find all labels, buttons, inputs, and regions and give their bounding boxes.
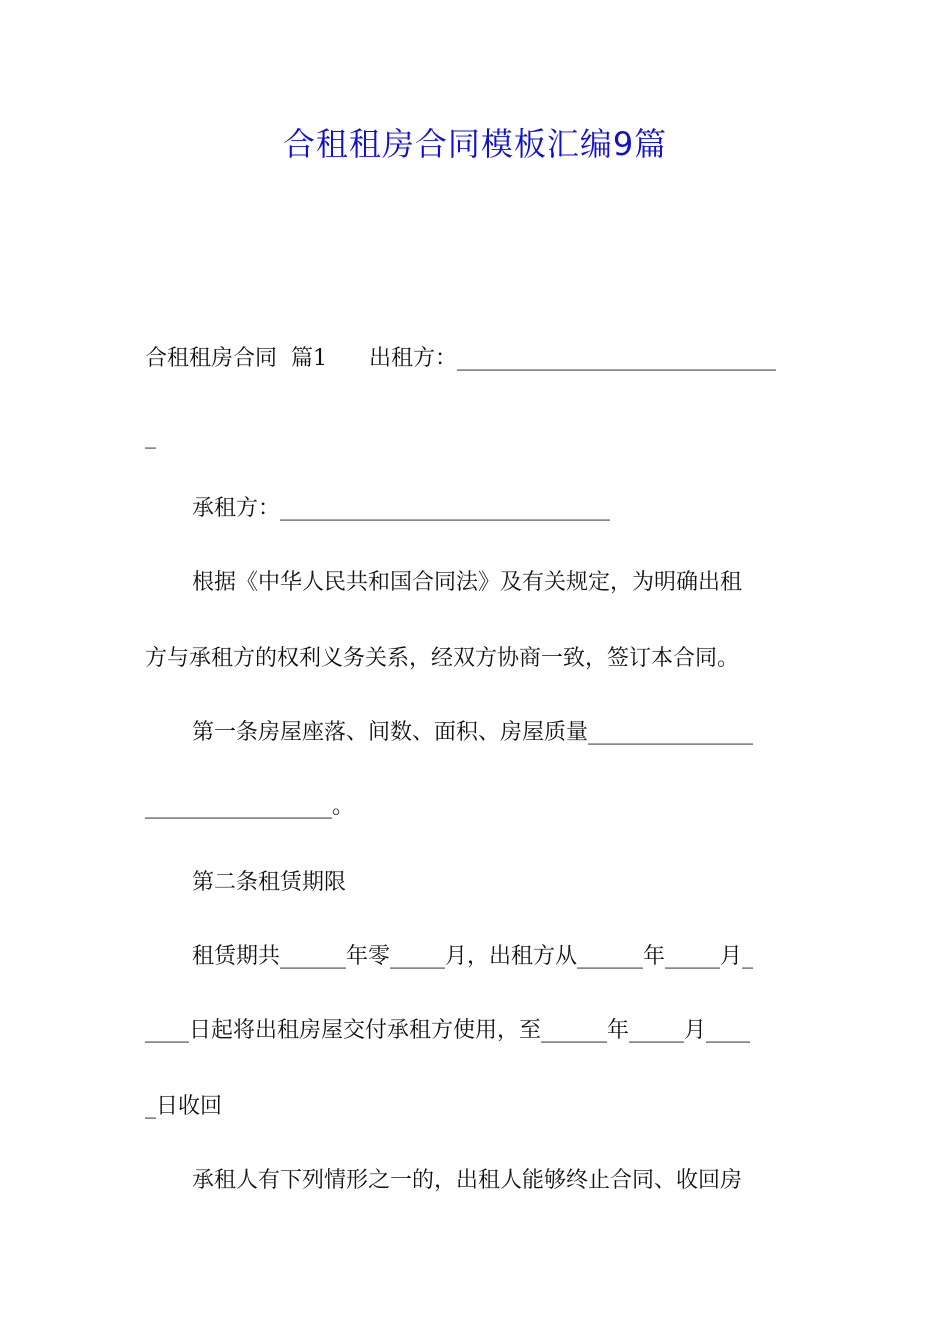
paragraph-line-1: 合租租房合同 篇1 出租方：_____________________________ xyxy=(145,346,776,371)
paragraph-line-3: 承租方：______________________________ xyxy=(192,496,611,521)
document-title: 合租租房合同模板汇编9篇 xyxy=(282,125,668,163)
paragraph-line-10: ____日起将出租房屋交付承租方使用，至______年_____月____ xyxy=(145,1018,751,1043)
paragraph-line-12: 承租人有下列情形之一的，出租人能够终止合同、收回房 xyxy=(192,1168,743,1193)
paragraph-line-6: 第一条房屋座落、间数、面积、房屋质量_______________ xyxy=(192,720,754,745)
paragraph-line-9: 租赁期共______年零_____月，出租方从______年_____月_ xyxy=(192,944,754,969)
paragraph-line-2: _ xyxy=(145,424,156,449)
paragraph-line-5: 方与承租方的权利义务关系，经双方协商一致，签订本合同。 xyxy=(145,646,740,671)
paragraph-line-11: _日收回 xyxy=(145,1094,223,1119)
paragraph-line-4: 根据《中华人民共和国合同法》及有关规定，为明确出租 xyxy=(192,570,743,595)
paragraph-line-8: 第二条租赁期限 xyxy=(192,870,347,895)
paragraph-line-7: _________________。 xyxy=(145,794,355,819)
